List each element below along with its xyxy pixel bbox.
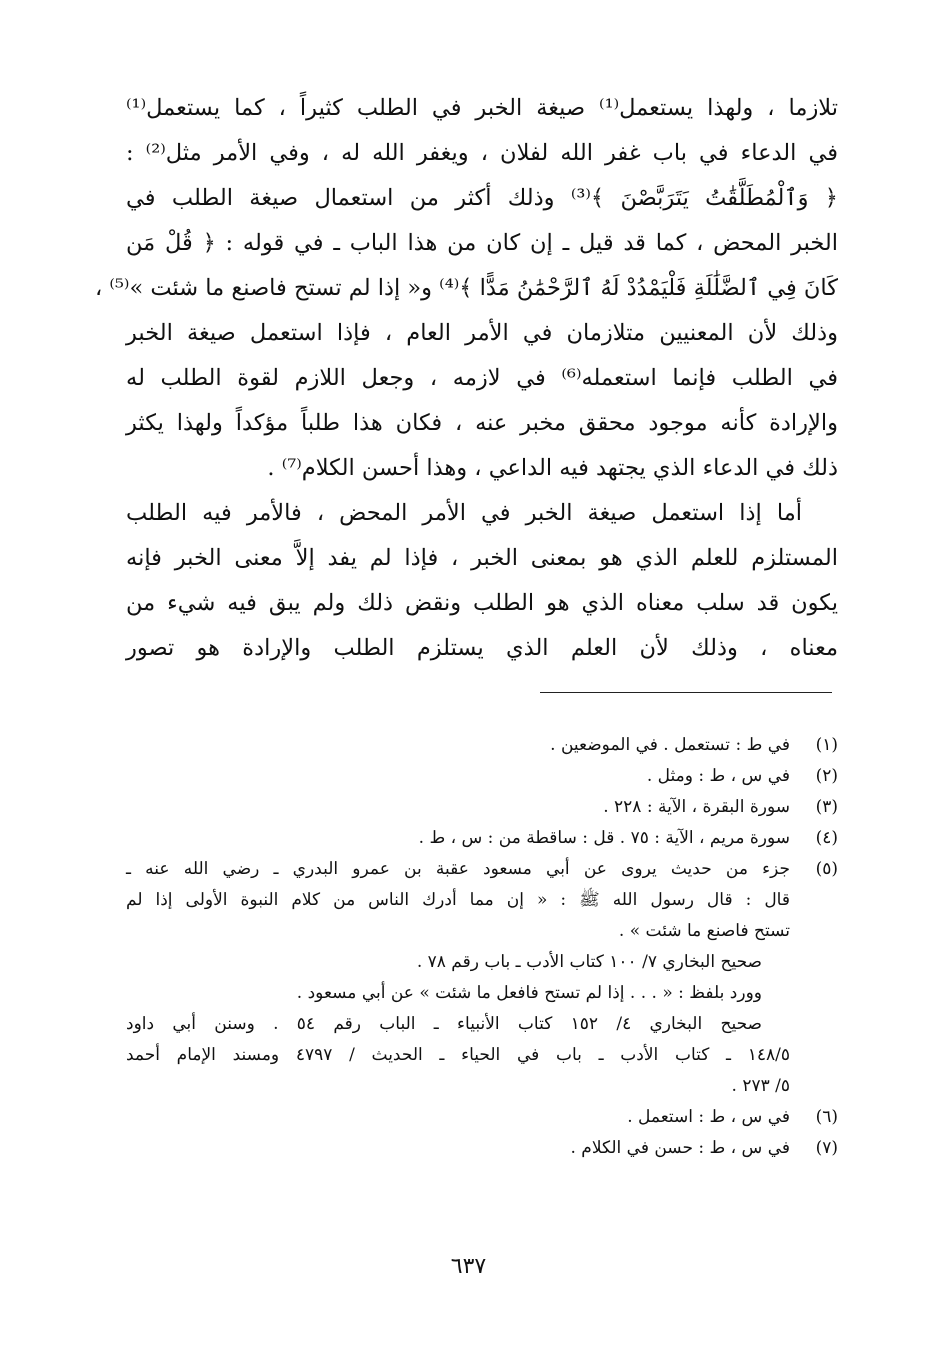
footnote-6 [126,1102,838,1133]
footnote-text: قال : قال رسول الله ﷺ : « إن مما أدرك الناس من كلام النبوة الأولى إذا لم [126,890,790,910]
text-line: تلازما ، ولهذا يستعمل⁽¹⁾ صيغة الخبر في الطلب كثيراً ، كما يستعمل⁽¹⁾ [126,95,838,121]
text-line: في الطلب فإنما استعمله⁽⁶⁾ في لازمه ، وجعل اللازم لقوة الطلب له [126,365,839,391]
text-line: معناه ، وذلك لأن العلم الذي يستلزم الطلب والإرادة هو تصور [126,635,838,661]
footnote-number: (٣) [815,797,838,817]
paragraph-start-line: أما إذا استعمل صيغة الخبر في الأمر المحض ، فالأمر فيه الطلب [126,500,802,526]
text-line: المستلزم للعلم الذي هو بمعنى الخبر ، فإذا لم يفد إلاَّ معنى الخبر فإنه [126,545,838,571]
page-number: ٦٣٧ [450,1254,487,1279]
footnote-reference: ٥/ ٢٧٣ . [731,1076,790,1096]
footnote-divider [540,692,832,693]
footnote-number: (١) [815,735,838,755]
text-line: الخبر المحض ، كما قد قيل ـ إن كان من هذا الباب ـ في قوله : ﴿ قُلْ مَن [126,230,838,256]
text-line: والإرادة كأنه موجود محقق مخبر عنه ، فكان هذا طلباً مؤكداً ولهذا يكثر [126,410,838,436]
text-line: ﴿ وَٱلْمُطَلَّقَٰتُ يَتَرَبَّصْنَ ﴾⁽³⁾ وذلك أكثر من استعمال صيغة الطلب في [126,185,838,211]
footnote-7 [126,1133,838,1164]
footnote-number: (٤) [815,828,838,848]
text-line: وذلك لأن المعنيين متلازمان في الأمر العام ، فإذا استعمل صيغة الخبر [126,320,838,346]
footnote-number: (٥) [815,859,838,879]
footnote-text: في س ، ط : استعمل . [627,1107,790,1127]
footnote-text: في ط : تستعمل . في الموضعين . [550,735,790,755]
footnote-3 [126,792,838,823]
footnote-reference: وورد بلفظ : « . . . إذا لم تستح فافعل ما شئت » عن أبي مسعود . [296,983,762,1003]
footnote-text: تستح فاصنع ما شئت » . [618,921,790,941]
footnote-reference: ١٤٨/٥ ـ كتاب الأدب ـ باب في الحياء ـ الحديث / ٤٧٩٧ ومسند الإمام أحمد [126,1045,790,1065]
footnote-text: سورة البقرة ، الآية : ٢٢٨ . [603,797,790,817]
footnotes [126,730,838,1164]
footnote-number: (٧) [815,1138,838,1158]
footnote-number: (٢) [815,766,838,786]
footnote-reference: صحيح البخاري ٧/ ١٠٠ كتاب الأدب ـ باب رقم ٧٨ . [416,952,762,972]
main-text [94,86,839,671]
footnote-text: في س ، ط : حسن في الكلام . [570,1138,790,1158]
footnote-4 [126,823,838,854]
text-line: ذلك في الدعاء الذي يجتهد فيه الداعي ، وهذا أحسن الكلام⁽⁷⁾ . [267,455,838,481]
footnote-text: جزء من حديث يروى عن أبي مسعود عقبة بن عمرو البدري ـ رضي الله عنه ـ [126,859,790,879]
footnote-1 [126,730,838,761]
footnote-2 [126,761,838,792]
text-line: في الدعاء في باب غفر الله لفلان ، ويغفر الله له ، وفي الأمر مثل⁽²⁾ : [126,140,839,166]
footnote-text: في س ، ط : ومثل . [646,766,790,786]
footnote-5 [126,854,838,1102]
text-line: يكون قد سلب معناه الذي هو الطلب ونقض ذلك ولم يبق فيه شيء من [126,590,838,616]
footnote-reference: صحيح البخاري ٤/ ١٥٢ كتاب الأنبياء ـ الباب رقم ٥٤ . وسنن أبي داود [126,1014,762,1034]
footnote-text: سورة مريم ، الآية : ٧٥ . قل : ساقطة من : س ، ط . [418,828,790,848]
text-line: كَانَ فِي ٱلضَّلَٰلَةِ فَلْيَمْدُدْ لَهُ ٱلرَّحْمَٰنُ مَدًّا ﴾⁽⁴⁾ و« إذا لم تستح فاصنع ما شئت »⁽⁵⁾ ، [94,275,838,301]
footnote-number: (٦) [815,1107,838,1127]
